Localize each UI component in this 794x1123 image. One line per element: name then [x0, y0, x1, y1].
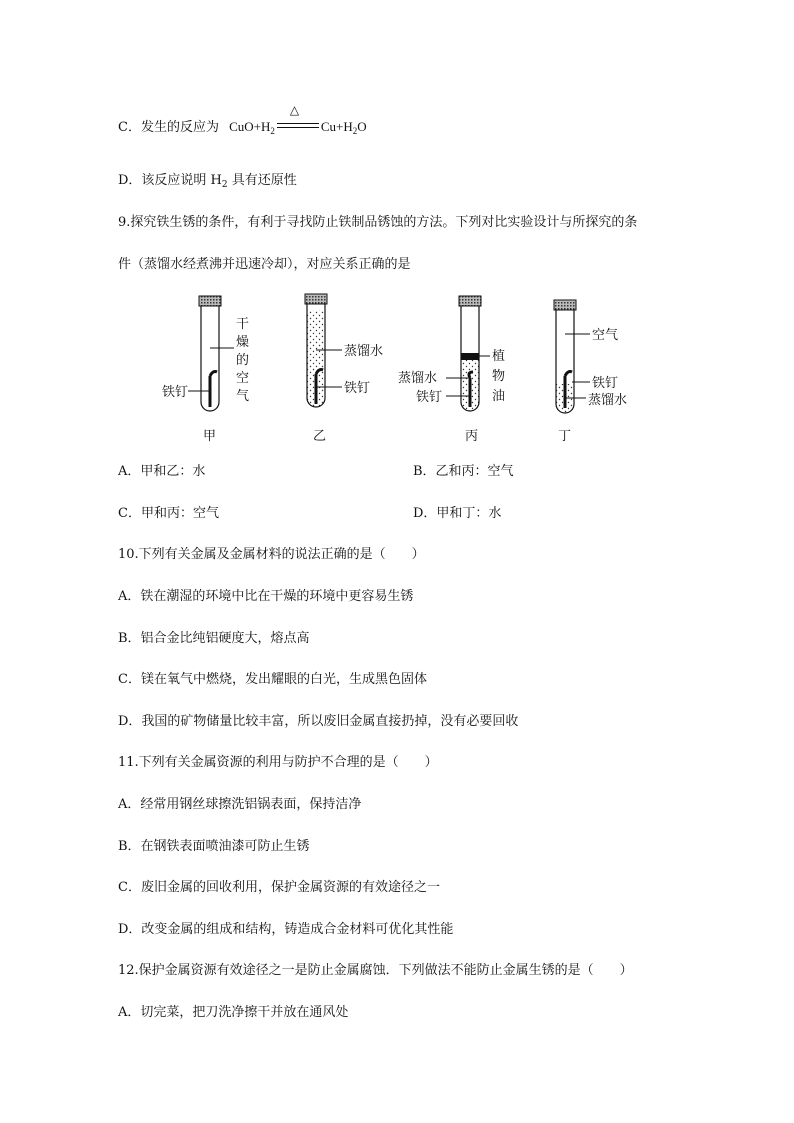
q9-option-b: B．乙和丙：空气 [413, 464, 514, 479]
tube1-air-char-1: 燥 [236, 335, 250, 350]
q11-option-a: A．经常用钢丝球擦洗铝锅表面，保持洁净 [118, 797, 362, 812]
reaction-condition-arrow: △ [275, 118, 321, 136]
tube1-air-char-2: 的 [236, 353, 250, 368]
tube1-air-char-3: 空 [236, 371, 250, 386]
q8-option-d: D．该反应说明 $H_2$ 具有还原性 [118, 173, 297, 190]
q12-option-a: A．切完菜，把刀洗净擦干并放在通风处 [118, 1005, 349, 1020]
q10-option-d: D．我国的矿物储量比较丰富，所以废旧金属直接扔掉，没有必要回收 [118, 714, 519, 729]
tube3-oil-char-0: 植 [492, 349, 506, 364]
q11-stem: 11.下列有关金属资源的利用与防护不合理的是（ ） [118, 755, 438, 770]
q9-option-c: C．甲和丙：空气 [118, 506, 219, 521]
tube1-name: 甲 [203, 429, 217, 444]
chemical-equation: $CuO+H_2$ △ $Cu+H_2O$ [229, 103, 367, 136]
tube2-water-label: 蒸馏水 [344, 344, 384, 359]
tube2-nail-label: 铁钉 [344, 381, 371, 396]
test-tube-jia [162, 296, 249, 444]
tube1-nail-label: 铁钉 [162, 385, 189, 400]
q9-option-a: A．甲和乙：水 [118, 464, 206, 479]
test-tube-yi [305, 294, 383, 444]
oil-layer [461, 353, 479, 360]
q10-option-c: C．镁在氧气中燃烧，发出耀眼的白光，生成黑色固体 [118, 672, 427, 687]
test-tube-ding [554, 300, 627, 444]
tube4-nail-label: 铁钉 [592, 376, 619, 391]
q8-option-c: C．发生的反应为 $CuO+H_2$ △ $Cu+H_2O$ [118, 103, 367, 136]
q11-option-b: B．在钢铁表面喷油漆可防止生锈 [118, 839, 310, 854]
tube3-oil-char-1: 物 [492, 369, 506, 384]
q10-option-a: A．铁在潮湿的环境中比在干燥的环境中更容易生锈 [118, 589, 414, 604]
tube4-air-label: 空气 [592, 328, 619, 343]
tube3-nail-label: 铁钉 [416, 390, 443, 405]
q11-option-d: D．改变金属的组成和结构，铸造成合金材料可优化其性能 [118, 922, 454, 937]
q9-option-d: D．甲和丁：水 [413, 506, 502, 521]
iron-nail [210, 372, 217, 408]
tube3-water-label: 蒸馏水 [398, 371, 438, 386]
tube4-name: 丁 [558, 429, 572, 444]
q11-option-c: C．废旧金属的回收利用，保护金属资源的有效途径之一 [118, 880, 440, 895]
tube1-air-char-4: 气 [236, 389, 250, 404]
test-tube-bing [398, 296, 505, 444]
tube1-air-char-0: 干 [236, 317, 250, 332]
tube3-oil-char-2: 油 [492, 389, 506, 404]
q9-stem-line1: 9.探究铁生锈的条件，有利于寻找防止铁制品锈蚀的方法。下列对比实验设计与所探究的条 [118, 215, 638, 230]
q12-stem: 12.保护金属资源有效途径之一是防止金属腐蚀．下列做法不能防止金属生锈的是（ ） [118, 963, 633, 978]
tube3-name: 丙 [465, 429, 479, 444]
q10-stem: 10.下列有关金属及金属材料的说法正确的是（ ） [118, 547, 425, 562]
tube2-name: 乙 [313, 429, 327, 444]
q10-option-b: B．铝合金比纯铝硬度大，熔点高 [118, 631, 310, 646]
q9-stem-line2: 件（蒸馏水经煮沸并迅速冷却），对应关系正确的是 [118, 257, 411, 272]
rust-experiment-figure [150, 290, 670, 450]
tube4-water-label: 蒸馏水 [588, 393, 628, 408]
